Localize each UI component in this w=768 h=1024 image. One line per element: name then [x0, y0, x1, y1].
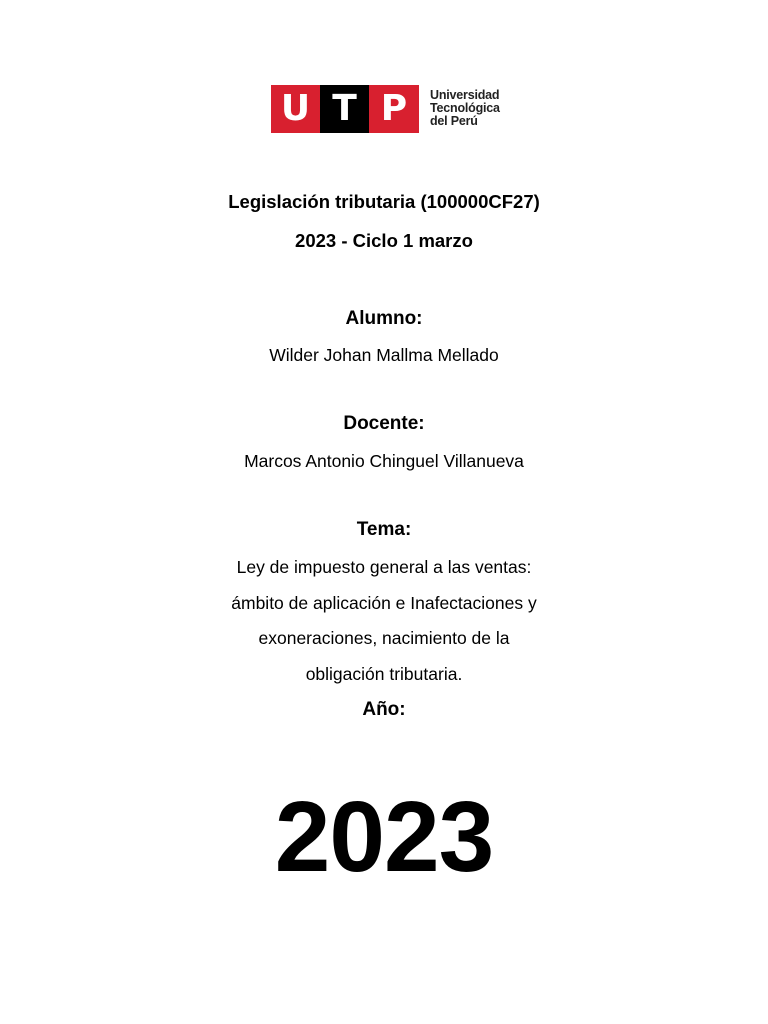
logo-text-line-3: del Perú	[430, 114, 478, 128]
utp-logo	[271, 85, 501, 133]
teacher-label: Docente:	[343, 413, 425, 434]
topic-line-3: exoneraciones, nacimiento de la	[258, 628, 510, 648]
course-title: Legislación tributaria (100000CF27)	[228, 191, 540, 212]
logo-letter-u: U	[271, 85, 320, 133]
topic-line-1: Ley de impuesto general a las ventas:	[236, 557, 532, 577]
year-label: Año:	[362, 699, 406, 720]
topic-line-4: obligación tributaria.	[305, 664, 463, 684]
logo-letter-p: P	[369, 85, 419, 133]
course-period: 2023 - Ciclo 1 marzo	[295, 230, 473, 251]
topic-line-2: ámbito de aplicación e Inafectaciones y	[231, 593, 537, 613]
year-value: 2023	[274, 781, 494, 893]
logo-text-line-2: Tecnológica	[430, 101, 500, 115]
teacher-name: Marcos Antonio Chinguel Villanueva	[244, 451, 524, 471]
logo-letter-t: T	[320, 85, 369, 133]
student-label: Alumno:	[345, 308, 423, 329]
logo-university-name	[430, 89, 500, 128]
logo-text-line-1: Universidad	[430, 88, 500, 102]
topic-label: Tema:	[356, 519, 412, 540]
student-name: Wilder Johan Mallma Mellado	[269, 345, 499, 365]
